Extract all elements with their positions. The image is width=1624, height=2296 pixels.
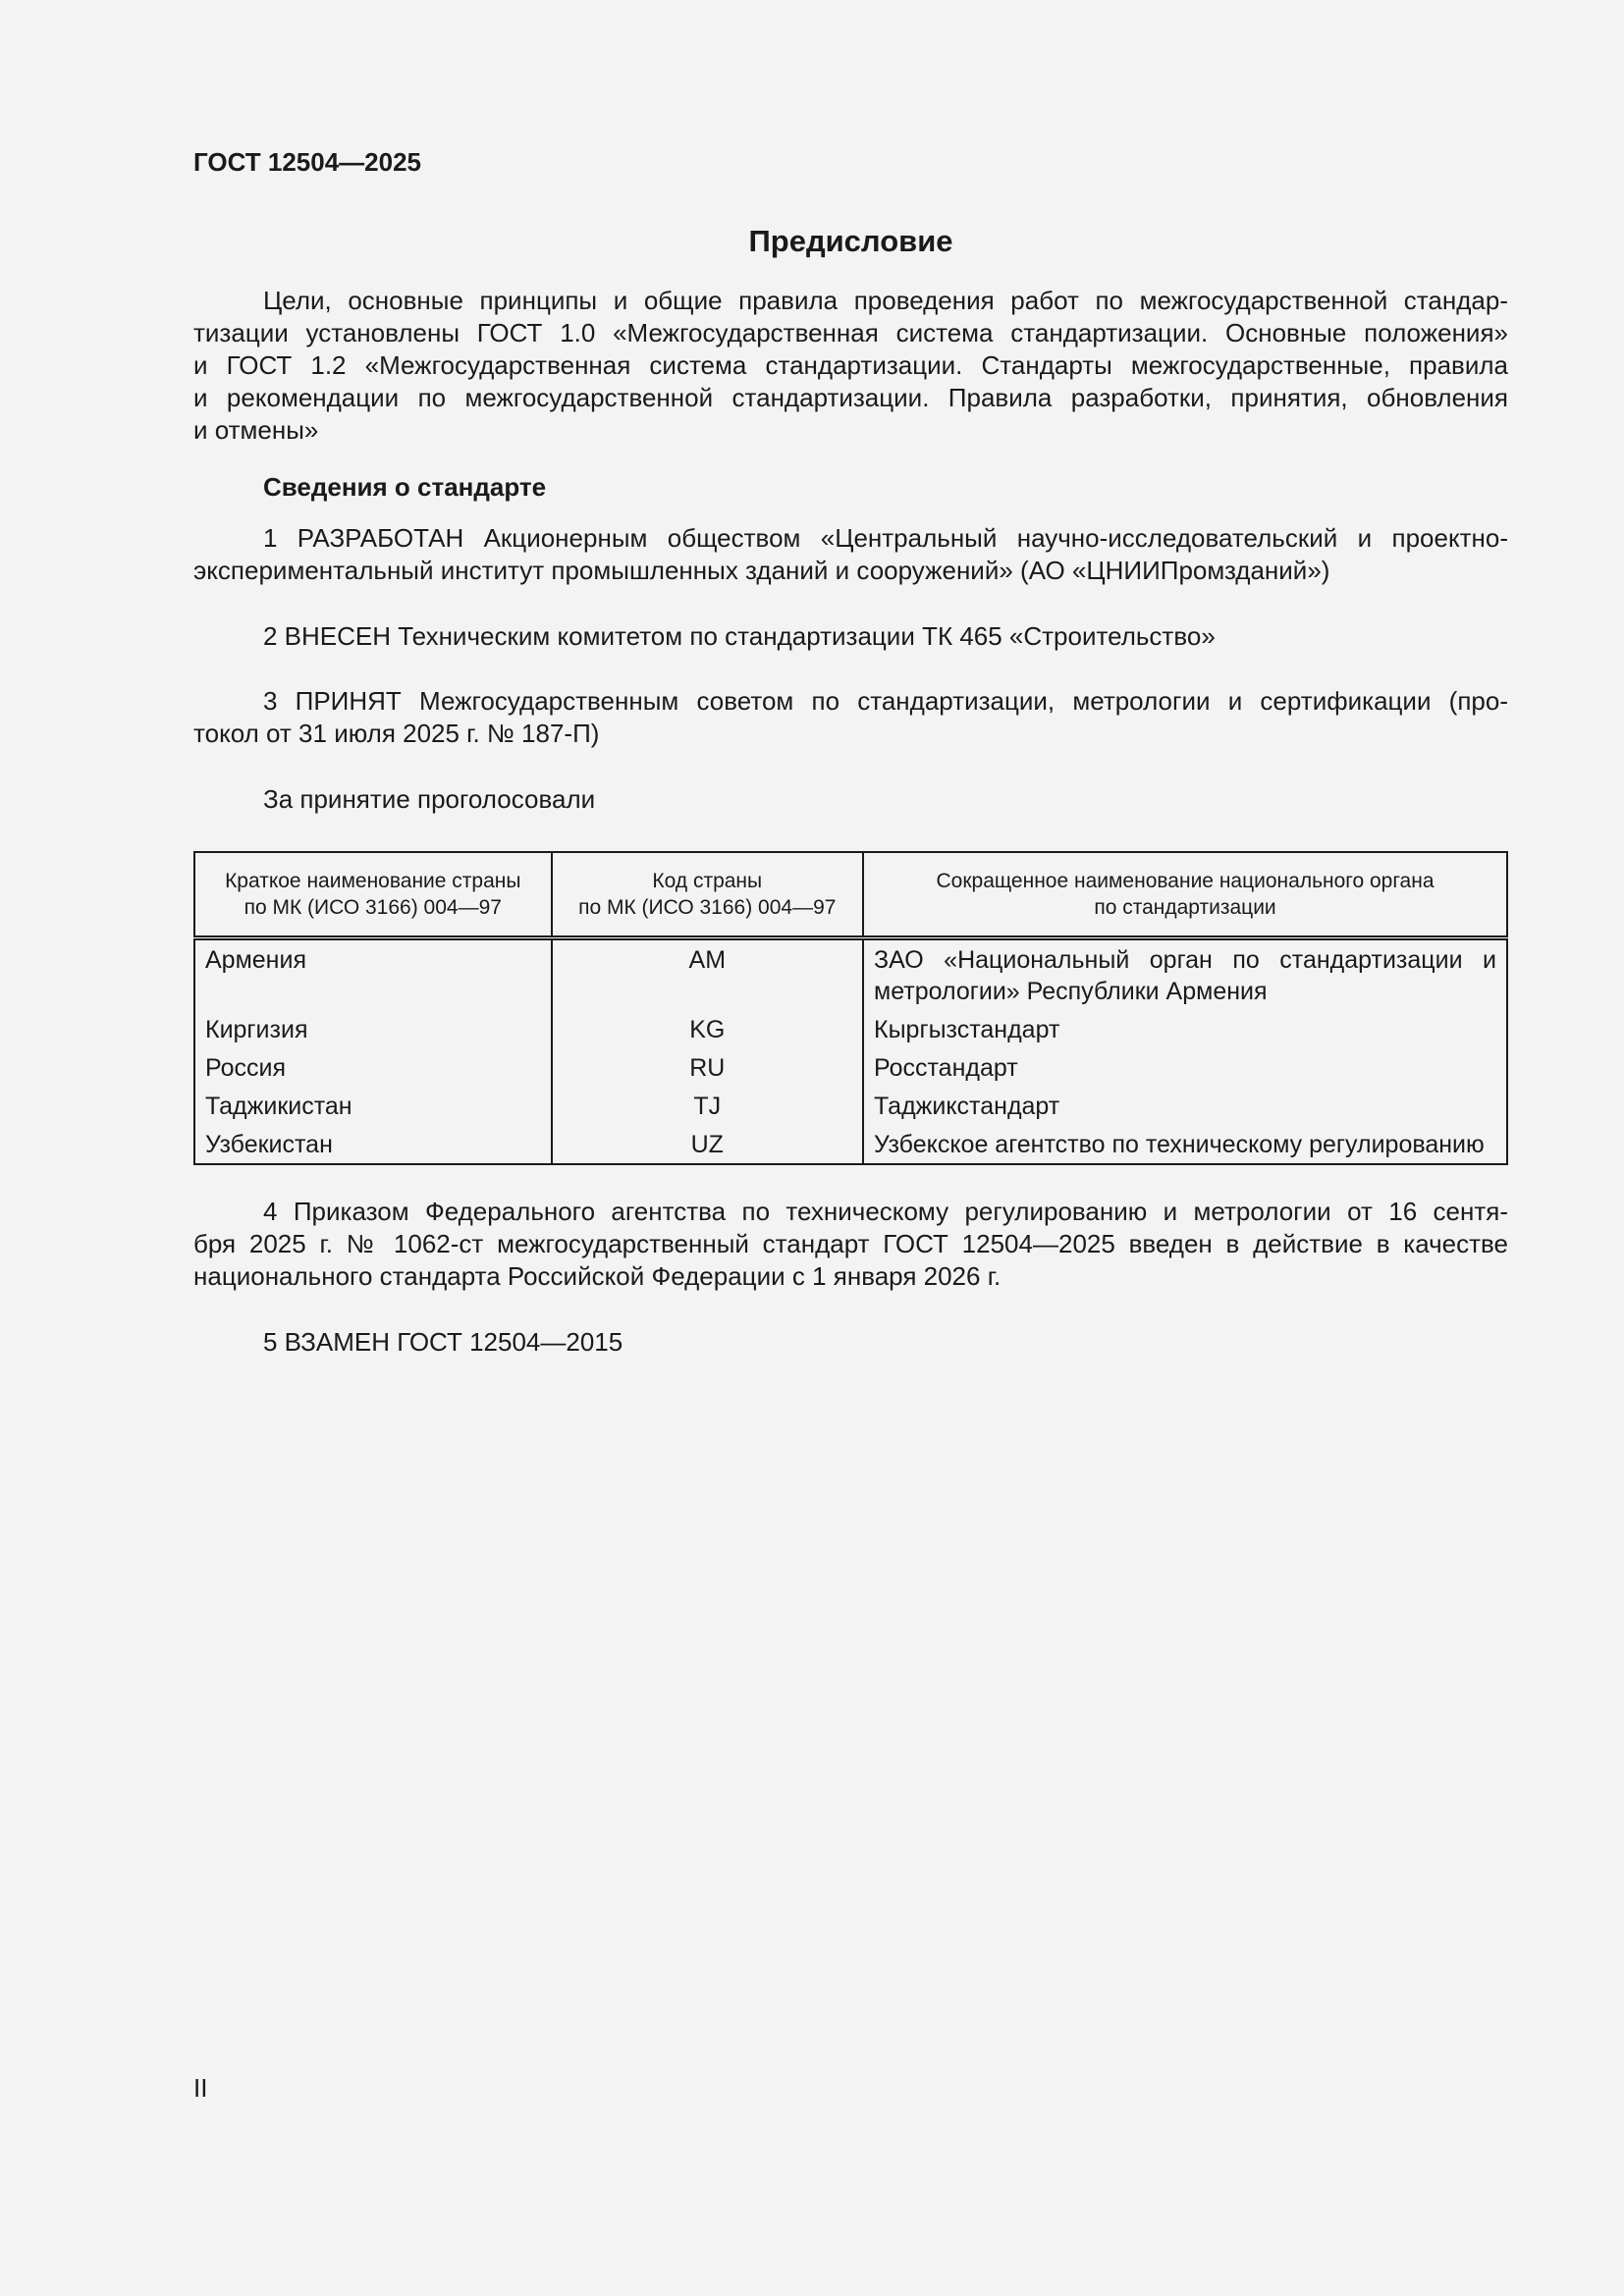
- cell-code: RU: [552, 1048, 863, 1087]
- item-2-line: 2 ВНЕСЕН Техническим комитетом по стандартизации ТК 465 «Строительство»: [263, 621, 1216, 651]
- item-1-developed: [193, 522, 1508, 587]
- table-header-row: [194, 852, 1507, 938]
- item-3-line: токол от 31 июля 2025 г. № 187-П): [193, 719, 600, 748]
- item-3-line: 3 ПРИНЯТ Межгосударственным советом по стандартизации, метрологии и сертификации (про-: [263, 686, 1508, 716]
- table-row: [194, 1048, 1507, 1087]
- cell-code: KG: [552, 1010, 863, 1048]
- cell-code: TJ: [552, 1087, 863, 1125]
- section-title: Предисловие: [748, 224, 953, 258]
- item-4-line: 4 Приказом Федерального агентства по техническому регулированию и метрологии от 16 сентя-: [263, 1197, 1508, 1226]
- table-row: [194, 938, 1507, 1011]
- item-3-adopted: [193, 685, 1508, 750]
- cell-country: Таджикистан: [194, 1087, 552, 1125]
- header-country-code: Код страны по МК (ИСО 3166) 004—97: [552, 852, 863, 938]
- cell-country: Россия: [194, 1048, 552, 1087]
- table-row: [194, 1010, 1507, 1048]
- page-number: II: [193, 2073, 208, 2103]
- cell-country: Армения: [194, 938, 552, 1011]
- document-code: ГОСТ 12504—2025: [193, 147, 421, 177]
- item-2-introduced: [193, 620, 1508, 653]
- voted-label: [193, 783, 1508, 816]
- cell-country: Узбекистан: [194, 1125, 552, 1164]
- item-4-line: бря 2025 г. № 1062-ст межгосударственный стандарт ГОСТ 12504—2025 введен в действие в качестве: [193, 1229, 1508, 1258]
- cell-country: Киргизия: [194, 1010, 552, 1048]
- voting-countries-table: [193, 851, 1508, 1165]
- cell-org: Таджикстандарт: [863, 1087, 1507, 1125]
- header-national-body: Сокращенное наименование национального органа по стандартизации: [863, 852, 1507, 938]
- intro-line: и рекомендации по межгосударственной стандартизации. Правила разработки, принятия, обновления: [193, 383, 1508, 412]
- item-5-line: 5 ВЗАМЕН ГОСТ 12504—2015: [263, 1327, 623, 1357]
- table-row: [194, 1125, 1507, 1164]
- intro-line: и ГОСТ 1.2 «Межгосударственная система стандартизации. Стандарты межгосударственные, правила: [193, 350, 1508, 380]
- item-5-replaces: [193, 1326, 1508, 1359]
- item-4-order: [193, 1196, 1508, 1293]
- cell-code: UZ: [552, 1125, 863, 1164]
- voted-line: За принятие проголосовали: [263, 784, 596, 814]
- cell-org: Узбекское агентство по техническому регулированию: [863, 1125, 1507, 1164]
- intro-line: тизации установлены ГОСТ 1.0 «Межгосударственная система стандартизации. Основные положения»: [193, 318, 1508, 347]
- cell-code: AM: [552, 938, 863, 1011]
- intro-line: и отмены»: [193, 415, 319, 445]
- header-country-name: Краткое наименование страны по МК (ИСО 3166) 004—97: [194, 852, 552, 938]
- cell-org: Кыргызстандарт: [863, 1010, 1507, 1048]
- intro-paragraph: [193, 285, 1508, 447]
- item-4-line: национального стандарта Российской Федерации с 1 января 2026 г.: [193, 1261, 1001, 1291]
- cell-org: ЗАО «Национальный орган по стандартизации и метрологии» Республики Армения: [863, 938, 1507, 1011]
- item-1-line: экспериментальный институт промышленных зданий и сооружений» (АО «ЦНИИПромзданий»): [193, 556, 1330, 585]
- table-row: [194, 1087, 1507, 1125]
- subheading-standard-info: Сведения о стандарте: [263, 472, 547, 502]
- cell-org: Росстандарт: [863, 1048, 1507, 1087]
- intro-line: Цели, основные принципы и общие правила проведения работ по межгосударственной стандар-: [263, 286, 1508, 315]
- item-1-line: 1 РАЗРАБОТАН Акционерным обществом «Центральный научно-исследовательский и проектно-: [263, 523, 1508, 553]
